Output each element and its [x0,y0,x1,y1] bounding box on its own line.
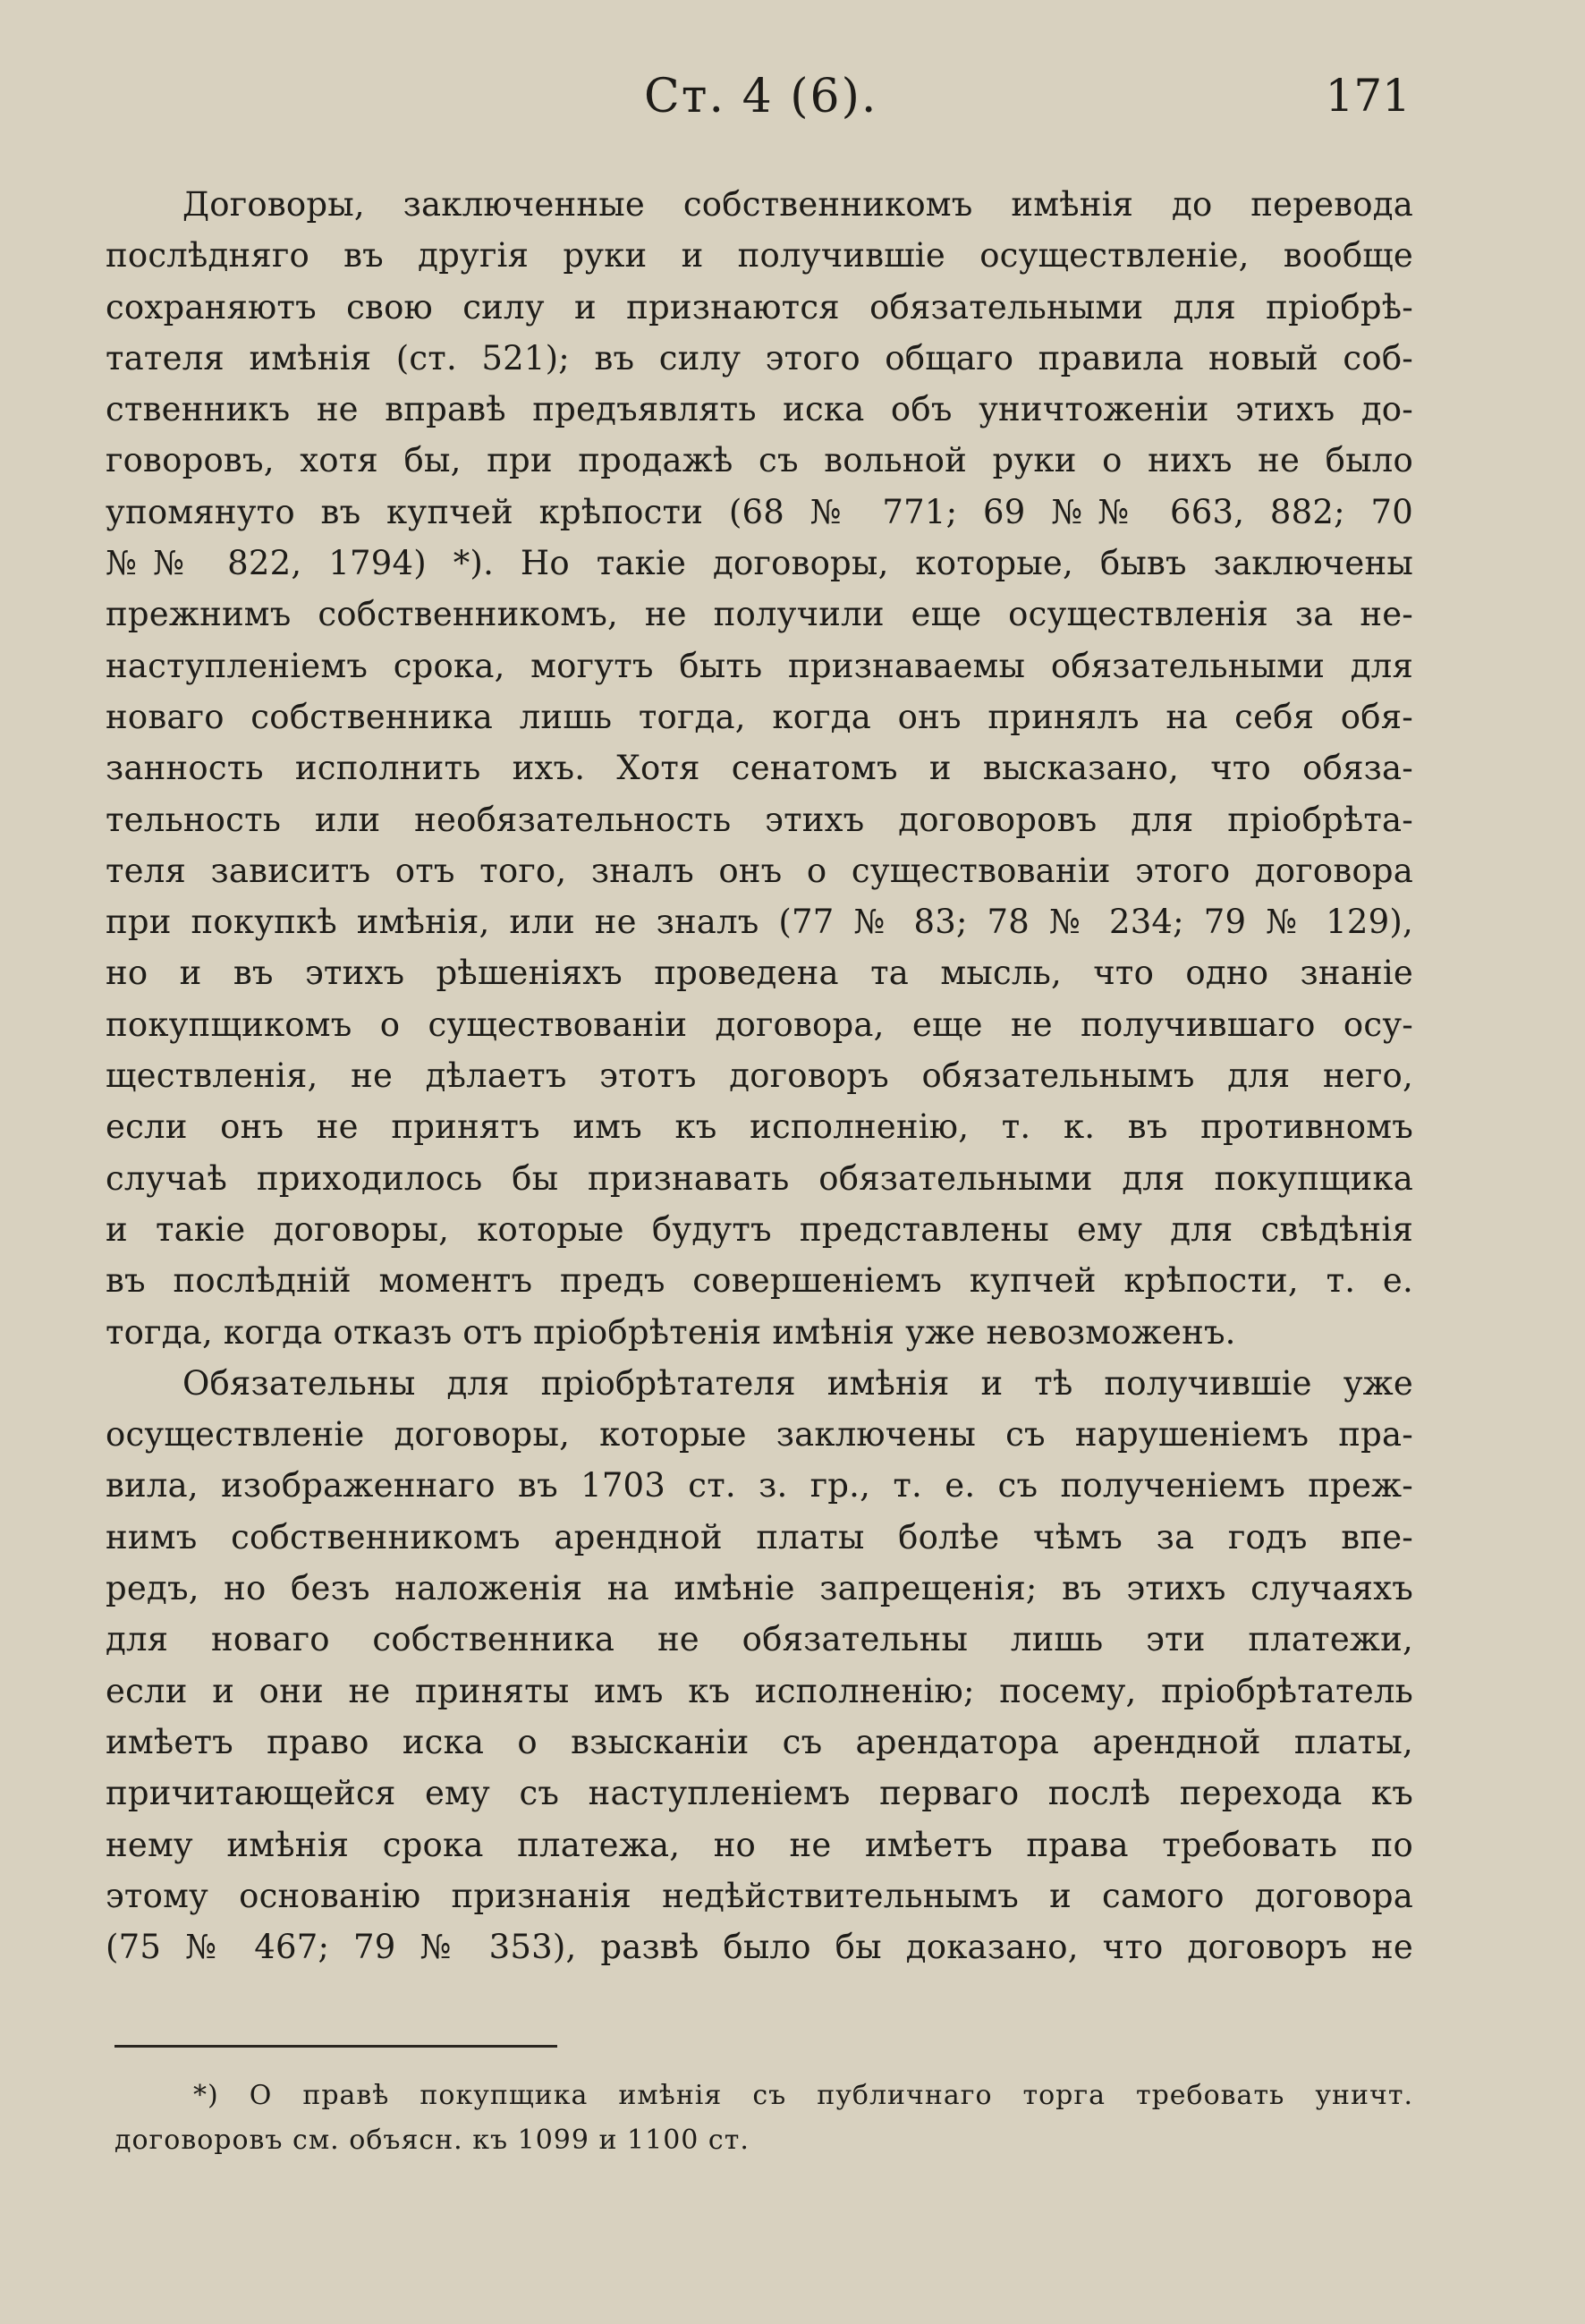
text-line: занность исполнить ихъ. Хотя сенатомъ и высказано, что обяза- [106,749,1413,788]
text-line: теля зависитъ отъ того, зналъ онъ о существованіи этого договора [106,851,1413,890]
body-text [106,179,1413,1972]
text-line: наступленіемъ срока, могутъ быть признаваемы обязательными для [106,646,1413,685]
text-line: если и они не приняты имъ къ исполненію; посему, пріобрѣтатель [106,1671,1413,1710]
text-line: новаго собственника лишь тогда, когда онъ принялъ на себя обя- [106,697,1413,736]
text-line: Договоры, заключенные собственникомъ имѣнія до перевода [182,185,1413,224]
text-line: случаѣ приходилось бы признавать обязательными для покупщика [106,1158,1413,1198]
text-line: говоровъ, хотя бы, при продажѣ съ вольной руки о нихъ не было [106,441,1413,480]
footnote [114,2074,1413,2163]
text-line: редъ, но безъ наложенія на имѣніе запрещенія; въ этихъ случаяхъ [106,1569,1413,1608]
text-line: этому основанію признанія недѣйствительнымъ и самого договора [106,1876,1413,1915]
paragraph-1 [106,179,1413,1358]
text-line: но и въ этихъ рѣшеніяхъ проведена та мысль, что одно знаніе [106,954,1413,993]
text-line: Обязательны для пріобрѣтателя имѣнія и тѣ получившіе уже [182,1363,1413,1403]
text-line: №№ 822, 1794) *). Но такіе договоры, которые, бывъ заключены [106,544,1413,583]
text-line: тателя имѣнія (ст. 521); въ силу этого общаго правила новый соб- [106,338,1413,377]
text-line: причитающейся ему съ наступленіемъ перваго послѣ перехода къ [106,1774,1413,1813]
text-line: тельность или необязательность этихъ договоровъ для пріобрѣта- [106,800,1413,839]
text-line: (75 № 467; 79 № 353), развѣ было бы доказано, что договоръ не [106,1928,1413,1967]
footnote-line: *) О правѣ покупщика имѣнія съ публичнаго торга требовать уничт. [193,2080,1413,2111]
running-head: Ст. 4 (6). [644,70,878,123]
text-line: осуществленіе договоры, которые заключены съ нарушеніемъ пра- [106,1415,1413,1455]
text-line: и такіе договоры, которые будутъ представлены ему для свѣдѣнія [106,1209,1413,1249]
text-line: для новаго собственника не обязательны лишь эти платежи, [106,1620,1413,1659]
text-line: имѣетъ право иска о взысканіи съ арендатора арендной платы, [106,1722,1413,1761]
footnote-rule [114,2045,557,2048]
page-header [0,70,1585,141]
text-line: покупщикомъ о существованіи договора, еще не получившаго осу- [106,1005,1413,1044]
paragraph-2 [106,1358,1413,1973]
text-line: нему имѣнія срока платежа, но не имѣетъ права требовать по [106,1825,1413,1864]
text-line: ственникъ не вправѣ предъявлять иска объ уничтоженіи этихъ до- [106,390,1413,429]
text-line: при покупкѣ имѣнія, или не зналъ (77 № 83; 78 № 234; 79 № 129), [106,903,1413,942]
text-line: въ послѣдній моментъ предъ совершеніемъ купчей крѣпости, т. е. [106,1261,1413,1301]
footnote-line: договоровъ см. объясн. къ 1099 и 1100 ст. [114,2125,750,2156]
text-line: тогда, когда отказъ отъ пріобрѣтенія имѣнія уже невозможенъ. [106,1312,1236,1352]
text-line: нимъ собственникомъ арендной платы болѣе чѣмъ за годъ впе- [106,1517,1413,1556]
text-line: ществленія, не дѣлаетъ этотъ договоръ обязательнымъ для него, [106,1056,1413,1096]
text-line: если онъ не принятъ имъ къ исполненію, т. к. въ противномъ [106,1107,1413,1147]
text-line: упомянуто въ купчей крѣпости (68 № 771; 69 №№ 663, 882; 70 [106,492,1413,531]
text-line: послѣдняго въ другія руки и получившіе осуществленіе, вообще [106,236,1413,276]
text-line: прежнимъ собственникомъ, не получили еще осуществленія за не- [106,595,1413,634]
text-line: вила, изображеннаго въ 1703 ст. з. гр., т. е. съ полученіемъ преж- [106,1466,1413,1506]
text-line: сохраняютъ свою силу и признаются обязательными для пріобрѣ- [106,287,1413,327]
page-number: 171 [1325,70,1411,122]
